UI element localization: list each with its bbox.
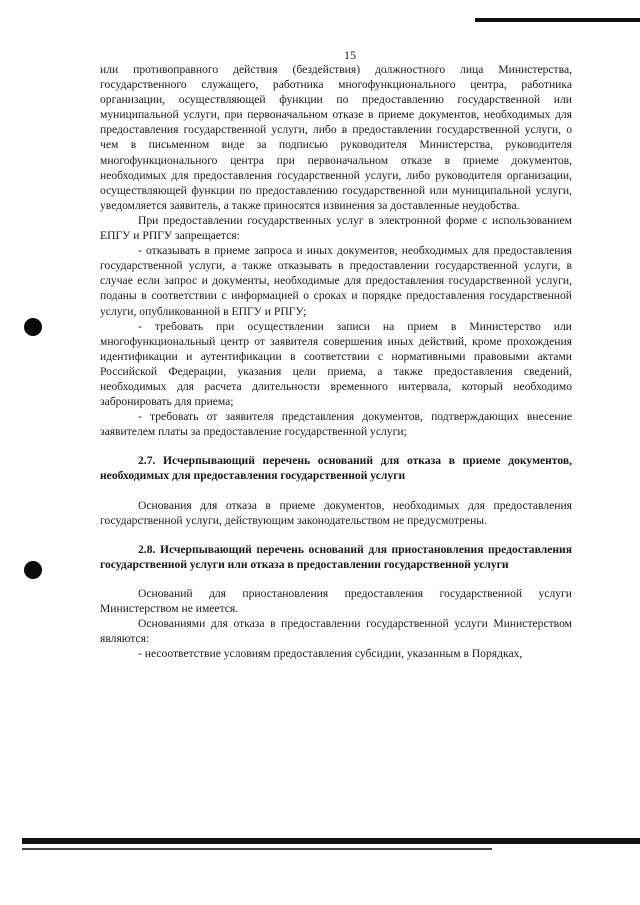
section-2-8-text-2: Основаниями для отказа в предоставлении государственной услуги Министерством являются: xyxy=(100,617,572,646)
section-2-7-text: Основания для отказа в приеме документов, необходимых для предоставления государственной услуги, действующим законодательством не предусмотрены. xyxy=(100,498,572,527)
section-2-8-text-3: - несоответствие условиям предоставления субсидии, указанным в Порядках, xyxy=(138,647,523,661)
list-item-appointment-requirements: - требовать при осуществлении записи на прием в Министерство или многофункциональный центр от заявителя совершения иных действий, кроме прохождения идентификации и аутентификации в соответствии с нормативными правовыми актами Российской Федерации, указания цели приема, а также предоставления сведений, необходимых для расчета длительности временного интервала, который необходимо забронировать для приема; xyxy=(100,319,572,409)
paragraph-electronic-form: При предоставлении государственных услуг в электронной форме с использованием ЕПГУ и РПГУ запрещается: xyxy=(100,213,572,243)
list-item-payment-documents: - требовать от заявителя представления документов, подтверждающих внесение заявителем платы за предоставление государственной услуги; xyxy=(100,410,572,439)
list-item-refuse-documents: - отказывать в приеме запроса и иных документов, необходимых для предоставления государственной услуги, а также отказывать в предоставлении государственной услуги, в случае если запрос и документы, необходимые для предоставления государственной услуги, поданы в соответствии с информацией о сроках и порядке предоставления государственной услуги, опубликованной в ЕПГУ и РПГУ; xyxy=(100,244,572,318)
section-2-7-title: 2.7. Исчерпывающий перечень оснований для отказа в приеме документов, необходимых для предоставления государственной услуги xyxy=(100,454,572,483)
paragraph-continuation: или противоправного действия (бездействия) должностного лица Министерства, государственного служащего, работника многофункционального центра, работника организации, осуществляющей функции по предоставлению государственной или муниципальной услуги, при первоначальном отказе в приеме документов, необходимых для предоставления государственной услуги, либо в предоставлении государственной услуги, о чем в письменном виде за подписью руководителя Министерства, руководителя многофункционального центра при первоначальном отказе в приеме документов, необходимых для предоставления государственной услуги, либо руководителя организации, осуществляющей функции по предоставлению государственной или муниципальной услуги, уведомляется заявитель, а также приносятся извинения за доставленные неудобства. xyxy=(100,63,572,212)
punch-hole-lower xyxy=(24,561,42,579)
scan-edge-top xyxy=(475,18,640,22)
document-body xyxy=(100,62,572,661)
section-2-8-title: 2.8. Исчерпывающий перечень оснований для приостановления предоставления государственной услуги или отказа в предоставлении государственной услуги xyxy=(100,542,572,571)
section-2-8-text-1: Оснований для приостановления предоставления государственной услуги Министерством не имеется. xyxy=(100,586,572,615)
scan-edge-bottom xyxy=(22,838,640,844)
page-number: 15 xyxy=(344,48,356,62)
punch-hole-upper xyxy=(24,318,42,336)
scan-edge-bottom-line xyxy=(22,848,492,850)
